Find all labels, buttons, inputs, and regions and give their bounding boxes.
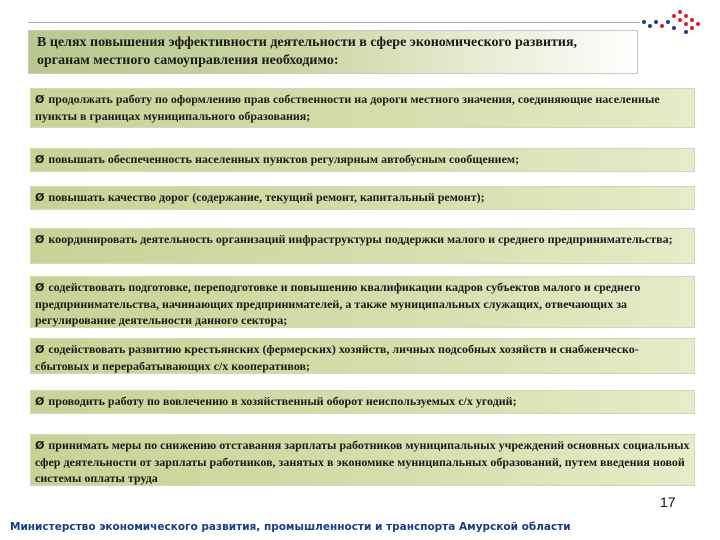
header-rule [28, 22, 640, 23]
list-item [30, 186, 695, 210]
bullet-arrow-icon: Ø [35, 93, 45, 106]
list-item-text: координировать деятельность организаций инфраструктуры поддержки малого и среднего предпринимательства; [48, 232, 673, 246]
list-item [30, 276, 695, 328]
page-number: 17 [660, 494, 676, 510]
bullet-arrow-icon: Ø [35, 395, 45, 408]
list-item [30, 148, 695, 172]
footer-ministry: Министерство экономического развития, промышленности и транспорта Амурской области [10, 521, 571, 533]
list-item-text: содействовать подготовке, переподготовке и повышению квалификации кадров субъектов малого и среднего предпринимательства, начинающих предпринимателей, а также муниципальных служащих, отвечающих за регулирование деятельности данного сектора; [35, 280, 641, 327]
list-item-text: принимать меры по снижению отставания зарплаты работников муниципальных учреждений основных социальных сфер деятельности от зарплаты работников, занятых в экономике муниципальных образований, путем введения новой системы оплаты труда [35, 438, 690, 485]
list-item-text: повышать обеспеченность населенных пунктов регулярным автобусным сообщением; [48, 152, 520, 166]
logo-dots-icon [640, 6, 704, 36]
bullet-arrow-icon: Ø [35, 343, 45, 356]
bullet-arrow-icon: Ø [35, 191, 45, 204]
list-item [30, 434, 695, 486]
list-item [30, 228, 695, 264]
list-item-text: содействовать развитию крестьянских (фермерских) хозяйств, личных подсобных хозяйств и снабженческо-сбытовых и перерабатывающих с/х кооперативов; [35, 342, 639, 373]
list-item-text: повышать качество дорог (содержание, текущий ремонт, капитальный ремонт); [48, 190, 485, 204]
list-item-text: проводить работу по вовлечению в хозяйственный оборот неиспользуемых с/х угодий; [48, 394, 517, 408]
bullet-arrow-icon: Ø [35, 281, 45, 294]
list-item-text: продолжать работу по оформлению прав собственности на дороги местного значения, соединяющие населенные пункты в границах муниципального образования; [35, 92, 660, 123]
list-item [30, 338, 695, 374]
list-item [30, 88, 695, 128]
bullet-arrow-icon: Ø [35, 153, 45, 166]
list-item [30, 390, 695, 414]
slide-title: В целях повышения эффективности деятельности в сфере экономического развития, органам местного самоуправления необходимо: [28, 30, 638, 74]
bullet-arrow-icon: Ø [35, 233, 45, 246]
bullet-arrow-icon: Ø [35, 439, 45, 452]
